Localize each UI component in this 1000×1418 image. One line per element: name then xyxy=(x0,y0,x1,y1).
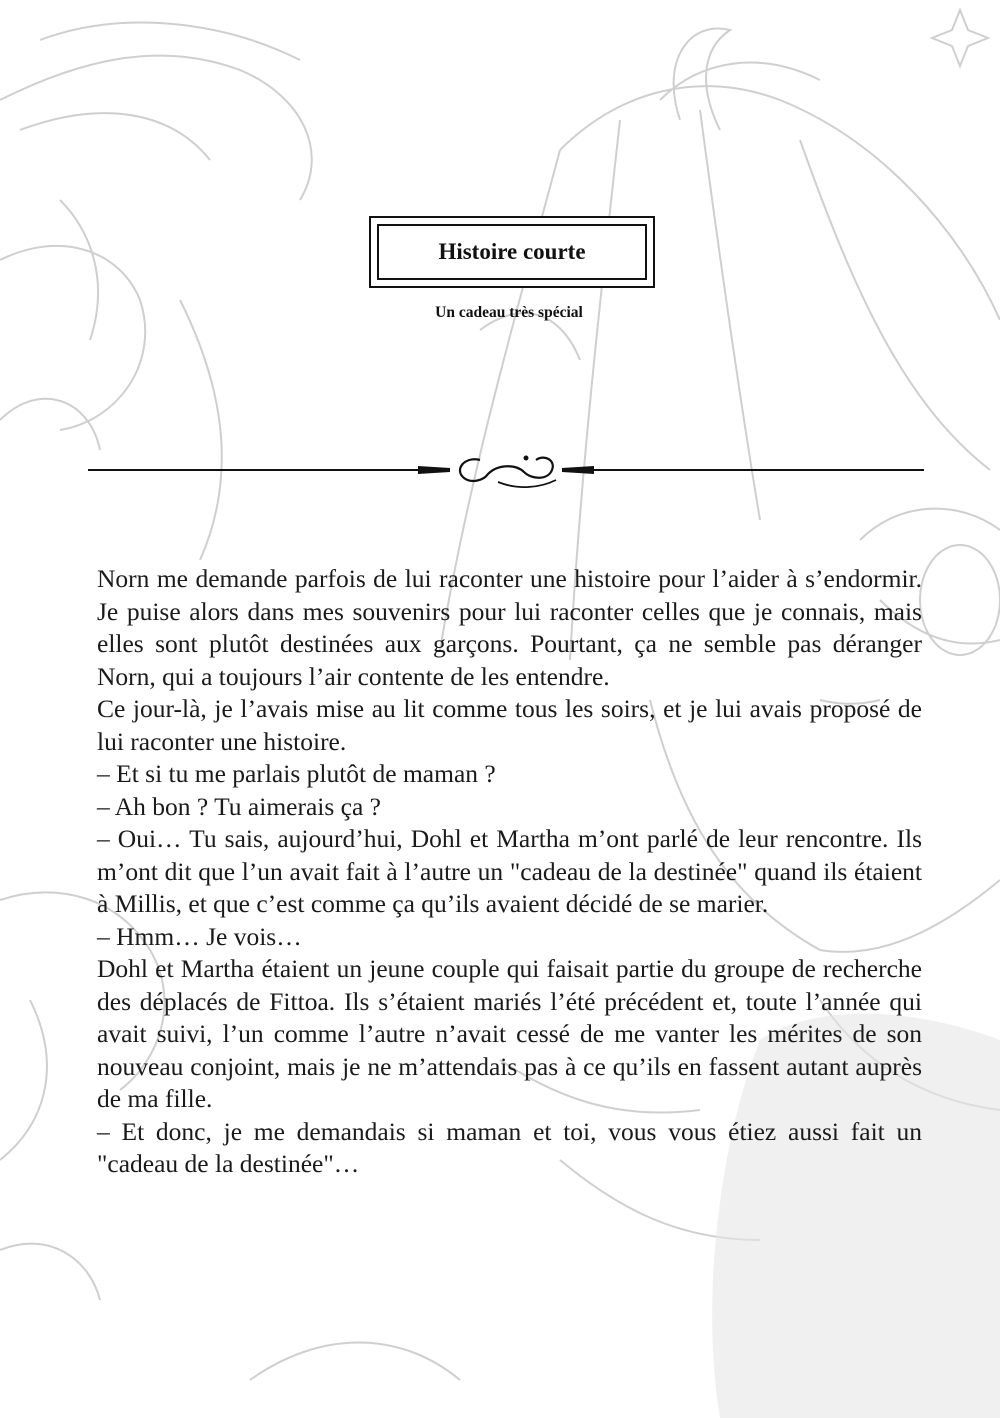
paragraph: Norn me demande parfois de lui raconter une histoire pour l’aider à s’endormir. Je puise alors dans mes souvenirs pour lui raconter celles que je connais, mais elles sont plutôt destinées aux garçons. Pourtant, ça ne semble pas déranger Norn, qui a toujours l’air contente de les entendre. xyxy=(97,564,922,691)
story-body xyxy=(97,563,922,1181)
paragraph: – Hmm… Je vois… xyxy=(97,921,302,951)
ornamental-divider xyxy=(88,446,924,496)
chapter-title: Histoire courte xyxy=(438,239,586,264)
paragraph: – Ah bon ? Tu aimerais ça ? xyxy=(97,791,381,821)
chapter-title-frame xyxy=(369,216,655,288)
flourish-icon xyxy=(460,458,553,481)
chapter-title-inner-frame xyxy=(377,224,647,280)
paragraph: – Et donc, je me demandais si maman et toi, vous vous étiez aussi fait un "cadeau de la destinée"… xyxy=(97,1116,922,1178)
paragraph: Ce jour-là, je l’avais mise au lit comme tous les soirs, et je lui avais proposé de lui raconter une histoire. xyxy=(97,694,922,756)
chapter-subtitle: Un cadeau très spécial xyxy=(435,304,583,321)
paragraph: Dohl et Martha étaient un jeune couple qui faisait partie du groupe de recherche des déplacés de Fittoa. Ils s’étaient mariés l’été précédent et, toute l’année qui avait suivi, l’un comme l’autre n’avait cessé de me vanter les mérites de son nouveau conjoint, mais je ne m’attendais pas à ce qu’ils en fassent autant auprès de ma fille. xyxy=(97,954,922,1113)
paragraph: – Et si tu me parlais plutôt de maman ? xyxy=(97,759,496,788)
paragraph: – Oui… Tu sais, aujourd’hui, Dohl et Martha m’ont parlé de leur rencontre. Ils m’ont dit que l’un avait fait à l’autre un "cadeau de la destinée" quand ils étaient à Millis, et que c’est comme ça qu’ils avaient décidé de se marier. xyxy=(97,824,922,918)
